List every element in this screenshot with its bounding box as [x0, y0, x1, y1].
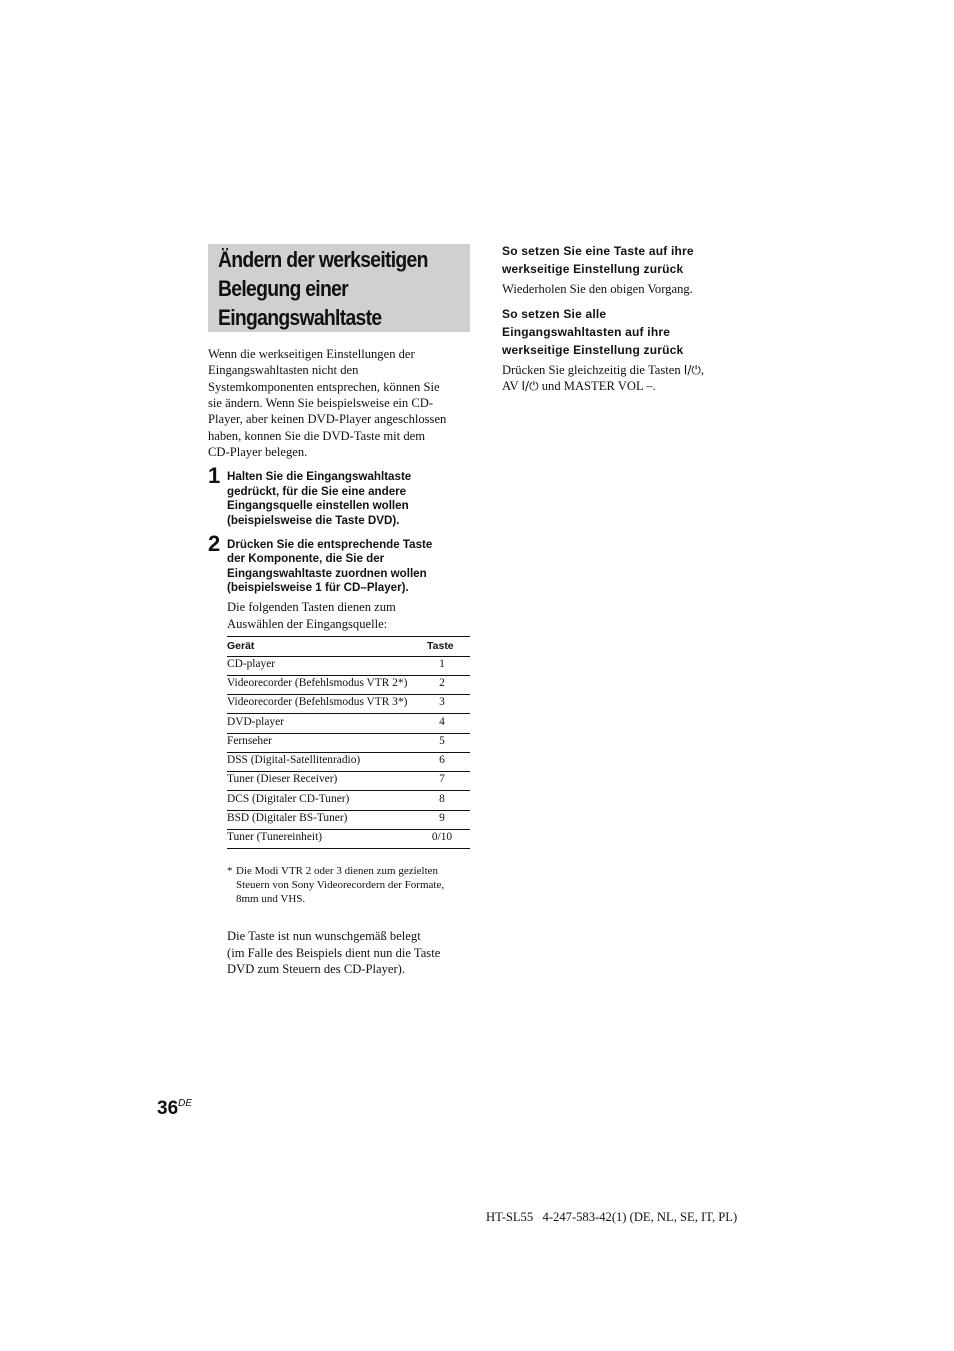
step-2-line: Eingangswahltaste zuordnen wollen — [227, 567, 427, 580]
footnote-line: Steuern von Sony Videorecordern der Formate, — [236, 879, 445, 891]
step-2-number: 2 — [208, 531, 221, 556]
section-title-line-1: Ändern der werkseitigen — [218, 247, 428, 272]
page-number — [157, 1098, 192, 1120]
table-cell-key: 6 — [439, 754, 445, 766]
table-cell-device: Tuner (Dieser Receiver) — [227, 773, 338, 785]
intro-line: haben, konnen Sie die DVD-Taste mit dem — [208, 429, 426, 443]
table-cell-device: Videorecorder (Befehlsmodus VTR 2*) — [227, 677, 408, 689]
table-cell-key: 4 — [439, 716, 445, 728]
table-cell-device: Videorecorder (Befehlsmodus VTR 3*) — [227, 696, 408, 708]
table-header — [227, 636, 470, 657]
table-cell-key: 3 — [439, 696, 445, 708]
intro-line: Eingangswahltasten nicht den — [208, 363, 359, 377]
step-1-line: Halten Sie die Eingangswahltaste — [227, 470, 412, 483]
table-row — [227, 733, 470, 753]
power-icon: I/⏻ — [521, 379, 539, 393]
intro-line: Wenn die werkseitigen Einstellungen der — [208, 347, 415, 361]
reset-all-text-part: , — [700, 363, 705, 377]
power-icon: I/⏻ — [683, 363, 701, 377]
page-number-suffix: DE — [178, 1098, 193, 1109]
page-number-value: 36 — [157, 1098, 179, 1119]
table-row — [227, 752, 470, 772]
intro-line: CD-Player belegen. — [208, 445, 308, 459]
table-row — [227, 675, 470, 695]
reset-all-heading-line: Eingangswahltasten auf ihre — [502, 325, 671, 339]
reset-one-heading-line: So setzen Sie eine Taste auf ihre — [502, 244, 694, 258]
table-cell-key: 2 — [439, 677, 445, 689]
step-2-line: (beispielsweise 1 für CD–Player). — [227, 581, 409, 594]
table-cell-device: DCS (Digitaler CD-Tuner) — [227, 793, 350, 805]
footnote-marker: * — [227, 865, 233, 877]
reset-one-heading-line: werkseitige Einstellung zurück — [502, 262, 684, 276]
table-row — [227, 714, 470, 734]
table-cell-key: 5 — [439, 735, 445, 747]
section-title-line-2: Belegung einer — [218, 276, 349, 301]
reset-all-heading-line: So setzen Sie alle — [502, 307, 607, 321]
step-2-line: der Komponente, die Sie der — [227, 552, 385, 565]
step-2-body-line: Die folgenden Tasten dienen zum — [227, 600, 396, 614]
table-cell-key: 7 — [439, 773, 445, 785]
section-title-line-3: Eingangswahltaste — [218, 305, 382, 330]
document-code: HT-SL55 4-247-583-42(1) (DE, NL, SE, IT, PL) — [486, 1210, 738, 1224]
reset-all-text-line-1 — [502, 362, 704, 378]
intro-line: Systemkomponenten entsprechen, können Sie — [208, 380, 440, 394]
table-row — [227, 791, 470, 811]
table-cell-device: BSD (Digitaler BS-Tuner) — [227, 812, 348, 824]
table-cell-key: 9 — [439, 812, 445, 824]
step-1-line: gedrückt, für die Sie eine andere — [227, 485, 407, 498]
intro-line: Player, aber keinen DVD-Player angeschlossen — [208, 412, 447, 426]
section-title-box — [208, 244, 470, 332]
step-2-body-line: Auswählen der Eingangsquelle: — [227, 617, 388, 631]
step-1-line: (beispielsweise die Taste DVD). — [227, 514, 400, 527]
closing-line: DVD zum Steuern des CD-Player). — [227, 962, 406, 976]
reset-all-heading-line: werkseitige Einstellung zurück — [502, 343, 684, 357]
table-cell-key: 1 — [439, 658, 445, 670]
table-cell-device: DSS (Digital-Satellitenradio) — [227, 754, 361, 766]
table-cell-key: 0/10 — [431, 831, 453, 843]
intro-line: sie ändern. Wenn Sie beispielsweise ein CD- — [208, 396, 434, 410]
table-cell-key: 8 — [439, 793, 445, 805]
step-2-line: Drücken Sie die entsprechende Taste — [227, 538, 433, 551]
reset-one-text: Wiederholen Sie den obigen Vorgang. — [502, 282, 693, 296]
table-cell-device: Fernseher — [227, 735, 272, 747]
table-row — [227, 829, 470, 849]
table-row — [227, 810, 470, 830]
table-cell-device: CD-player — [227, 658, 276, 670]
table-row — [227, 656, 470, 676]
table-cell-device: Tuner (Tunereinheit) — [227, 831, 323, 843]
reset-all-text-part: Drücken Sie gleichzeitig die Tasten — [502, 363, 684, 377]
reset-all-text-line-2 — [502, 378, 656, 394]
step-1-number: 1 — [208, 463, 221, 488]
table-cell-device: DVD-player — [227, 716, 284, 728]
reset-all-text-part: AV — [502, 379, 522, 393]
table-row — [227, 771, 470, 791]
table-header-key: Taste — [427, 640, 454, 652]
reset-all-text-part: und MASTER VOL –. — [538, 379, 656, 393]
table-row — [227, 694, 470, 714]
table-header-device: Gerät — [227, 640, 255, 652]
footnote-line: 8mm und VHS. — [236, 893, 306, 905]
footnote-line: Die Modi VTR 2 oder 3 dienen zum gezielten — [236, 865, 439, 877]
closing-line: (im Falle des Beispiels dient nun die Taste — [227, 946, 441, 960]
step-1-line: Eingangsquelle einstellen wollen — [227, 499, 409, 512]
closing-line: Die Taste ist nun wunschgemäß belegt — [227, 929, 421, 943]
